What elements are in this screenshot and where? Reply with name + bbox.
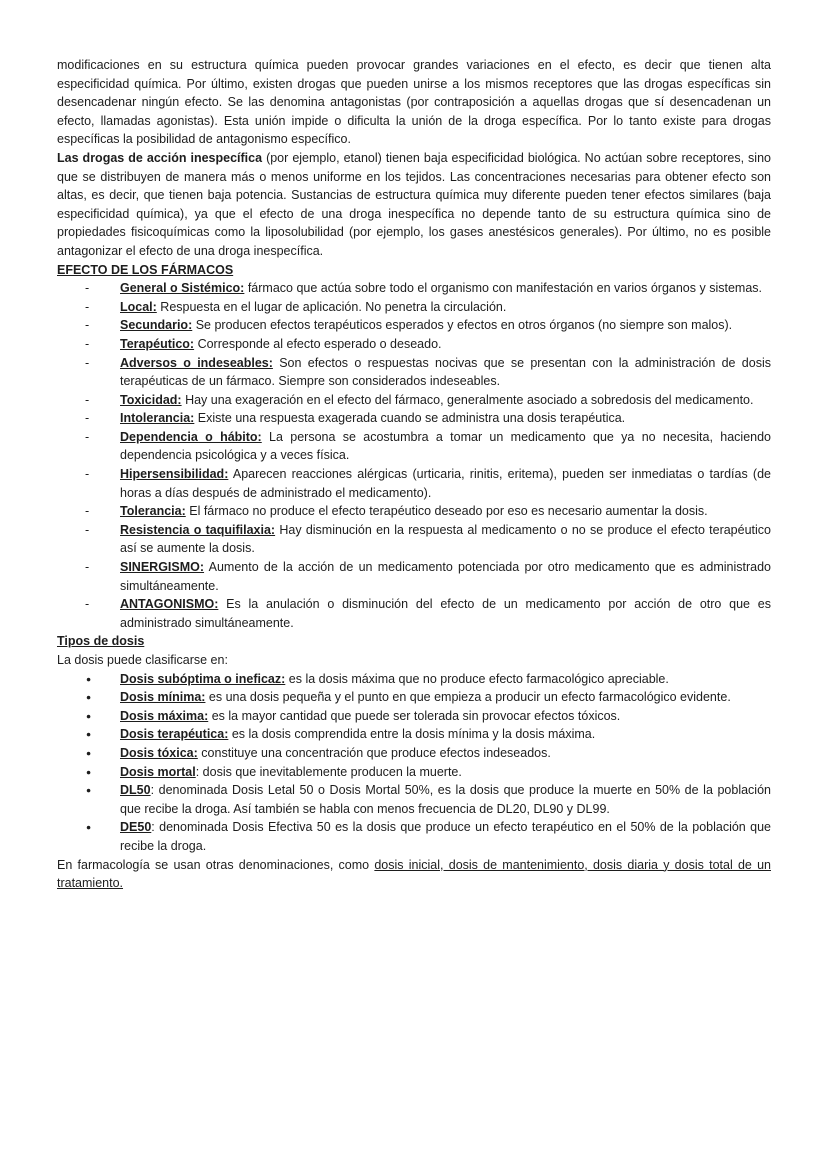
effect-term-label: Resistencia o taquifilaxia: — [120, 522, 276, 537]
effect-list-item — [57, 502, 771, 521]
effect-term-definition: Existe una respuesta exagerada cuando se administra una dosis terapéutica. — [194, 411, 626, 426]
dose-list-item — [57, 707, 771, 726]
effect-term-label: Dependencia o hábito: — [120, 429, 262, 444]
dose-list-item — [57, 670, 771, 689]
dose-term-definition: es la dosis máxima que no produce efecto farmacológico apreciable. — [285, 671, 669, 686]
effect-list-item — [57, 391, 771, 410]
effect-list-item — [57, 354, 771, 391]
document-page — [57, 56, 771, 893]
dash-bullet-icon: - — [85, 411, 90, 426]
effect-term-definition: Se producen efectos terapéuticos esperados y efectos en otros órganos (no siempre son malos). — [192, 318, 733, 333]
effect-term-definition: Aparecen reacciones alérgicas (urticaria, rinitis, eritema), pueden ser inmediatas o tardías (de horas a días después de administrado el medicamento). — [120, 467, 771, 500]
dot-bullet-icon: ● — [86, 747, 92, 758]
paragraph-body-text: (por ejemplo, etanol) tienen baja especificidad biológica. No actúan sobre receptores, sino que se distribuyen de manera más o menos uniforme en los tejidos. Las concentraciones necesarias para obtener efecto son altas, es decir, que tienen baja potencia. Sustancias de estructura química muy diferente pueden tener efectos similares (baja especificidad química), ya que el efecto de una droga inespecífica no depende tanto de su estructura química sino de propiedades fisicoquímicas como la liposolubilidad (por ejemplo, los gases anestésicos generales). Por último, no es posible antagonizar el efecto de una droga inespecífica. — [57, 150, 771, 258]
dash-bullet-icon: - — [85, 429, 90, 444]
effect-term-definition: Hay una exageración en el efecto del fármaco, generalmente asociado a sobredosis del medicamento. — [181, 392, 754, 407]
dose-term-label: Dosis subóptima o ineficaz: — [120, 671, 286, 686]
section-heading-dose-types: Tipos de dosis — [57, 634, 145, 649]
effect-term-definition: Son efectos o respuestas nocivas que se presentan con la administración de dosis terapéuticas de un fármaco. Siempre son considerados indeseables. — [120, 355, 771, 389]
dash-bullet-icon: - — [85, 299, 90, 314]
dot-bullet-icon: ● — [86, 673, 92, 684]
effect-list-item — [57, 428, 771, 465]
dose-term-definition: es la dosis comprendida entre la dosis mínima y la dosis máxima. — [228, 727, 596, 742]
dose-term-definition: : dosis que inevitablemente producen la muerte. — [195, 764, 462, 779]
dash-bullet-icon: - — [85, 281, 90, 296]
dose-term-definition: : denominada Dosis Efectiva 50 es la dosis que produce un efecto terapéutico en el 50% de la población que recibe la droga. — [120, 820, 771, 853]
drug-effects-list — [57, 279, 771, 632]
effect-list-item — [57, 316, 771, 335]
dose-list-item — [57, 781, 771, 818]
effect-list-item — [57, 298, 771, 317]
dot-bullet-icon: ● — [86, 822, 92, 833]
dose-term-definition: constituye una concentración que produce efectos indeseados. — [197, 745, 551, 760]
effect-term-definition: Corresponde al efecto esperado o deseado. — [194, 336, 442, 351]
dose-types-intro: La dosis puede clasificarse en: — [57, 653, 228, 667]
effect-term-label: ANTAGONISMO: — [120, 597, 219, 612]
dot-bullet-icon: ● — [86, 766, 92, 777]
dose-term-definition: es la mayor cantidad que puede ser tolerada sin provocar efectos tóxicos. — [208, 708, 621, 723]
dose-term-label: Dosis máxima: — [120, 708, 209, 723]
dash-bullet-icon: - — [85, 504, 90, 519]
effect-list-item — [57, 465, 771, 502]
dose-term-definition: es una dosis pequeña y el punto en que empieza a producir un efecto farmacológico evidente. — [205, 690, 731, 705]
dash-bullet-icon: - — [85, 597, 90, 612]
effect-list-item — [57, 521, 771, 558]
dash-bullet-icon: - — [85, 318, 90, 333]
dash-bullet-icon: - — [85, 467, 90, 482]
closing-underlined-phrase: dosis inicial, dosis de mantenimiento, dosis diaria y dosis total de un tratamiento. — [57, 857, 771, 891]
effect-term-label: Toxicidad: — [120, 392, 182, 407]
dot-bullet-icon: ● — [86, 692, 92, 703]
dot-bullet-icon: ● — [86, 729, 92, 740]
dose-types-list — [57, 670, 771, 856]
dose-list-item — [57, 744, 771, 763]
effect-term-definition: El fármaco no produce el efecto terapéutico deseado por eso es necesario aumentar la dosis. — [185, 504, 708, 519]
effect-term-label: Local: — [120, 299, 157, 314]
dose-term-label: Dosis mortal — [120, 764, 196, 779]
effect-term-label: Adversos o indeseables: — [120, 355, 273, 370]
effect-list-item — [57, 279, 771, 298]
effect-term-definition: Aumento de la acción de un medicamento potenciada por otro medicamento que es administrado simultáneamente. — [120, 560, 771, 593]
section-heading-drug-effects: EFECTO DE LOS FÁRMACOS — [57, 262, 234, 277]
dash-bullet-icon: - — [85, 355, 90, 370]
dash-bullet-icon: - — [85, 522, 90, 537]
effect-term-label: General o Sistémico: — [120, 281, 245, 296]
closing-paragraph — [57, 856, 771, 893]
dose-term-label: DL50 — [120, 783, 151, 798]
dose-term-definition: : denominada Dosis Letal 50 o Dosis Mortal 50%, es la dosis que produce la muerte en 50% de la población que recibe la droga. Así también se habla con menos frecuencia de DL20, DL90 y DL99. — [120, 783, 771, 816]
dash-bullet-icon: - — [85, 560, 90, 575]
closing-lead-text: En farmacología se usan otras denominaciones, como — [57, 857, 375, 872]
effect-term-label: Intolerancia: — [120, 411, 195, 426]
effect-term-label: Secundario: — [120, 318, 193, 333]
effect-list-item — [57, 558, 771, 595]
effect-term-label: SINERGISMO: — [120, 560, 205, 575]
dose-list-item — [57, 763, 771, 782]
dose-term-label: Dosis tóxica: — [120, 745, 198, 760]
effect-term-definition: Respuesta en el lugar de aplicación. No penetra la circulación. — [156, 299, 507, 314]
effect-term-label: Tolerancia: — [120, 504, 186, 519]
dose-list-item — [57, 818, 771, 855]
dose-term-label: Dosis terapéutica: — [120, 727, 229, 742]
effect-term-definition: Es la anulación o disminución del efecto de un medicamento por acción de otro que es administrado simultáneamente. — [120, 597, 771, 630]
dose-list-item — [57, 725, 771, 744]
dose-list-item — [57, 688, 771, 707]
dose-term-label: DE50 — [120, 820, 152, 835]
dash-bullet-icon: - — [85, 392, 90, 407]
dot-bullet-icon: ● — [86, 710, 92, 721]
effect-term-definition: Hay disminución en la respuesta al medicamento o no se produce el efecto terapéutico así se aumente la dosis. — [120, 522, 771, 556]
paragraph-lead-bold: Las drogas de acción inespecífica — [57, 150, 263, 165]
effect-term-definition: La persona se acostumbra a tomar un medicamento que ya no necesita, haciendo dependencia psicológica y a veces física. — [120, 429, 771, 463]
effect-list-item — [57, 409, 771, 428]
dot-bullet-icon: ● — [86, 785, 92, 796]
effect-list-item — [57, 335, 771, 354]
paragraph-specific-drugs: modificaciones en su estructura química pueden provocar grandes variaciones en el efecto, es decir que tienen alta especificidad química. Por último, existen drogas que pueden unirse a los mismos receptores que las drogas específicas sin desencadenar ningún efecto. Se las denomina antagonistas (por contraposición a aquellas drogas que sí desencadenan un efecto, llamadas agonistas). Esta unión impide o dificulta la unión de la droga específica. Por lo tanto existe para drogas específicas la posibilidad de antagonismo específico. — [57, 58, 771, 147]
effect-term-label: Terapéutico: — [120, 336, 195, 351]
effect-term-label: Hipersensibilidad: — [120, 467, 229, 482]
paragraph-nonspecific-drugs — [57, 149, 771, 261]
dose-term-label: Dosis mínima: — [120, 690, 206, 705]
dash-bullet-icon: - — [85, 336, 90, 351]
effect-term-definition: fármaco que actúa sobre todo el organismo con manifestación en varios órganos y sistemas. — [244, 281, 762, 296]
effect-list-item — [57, 595, 771, 632]
